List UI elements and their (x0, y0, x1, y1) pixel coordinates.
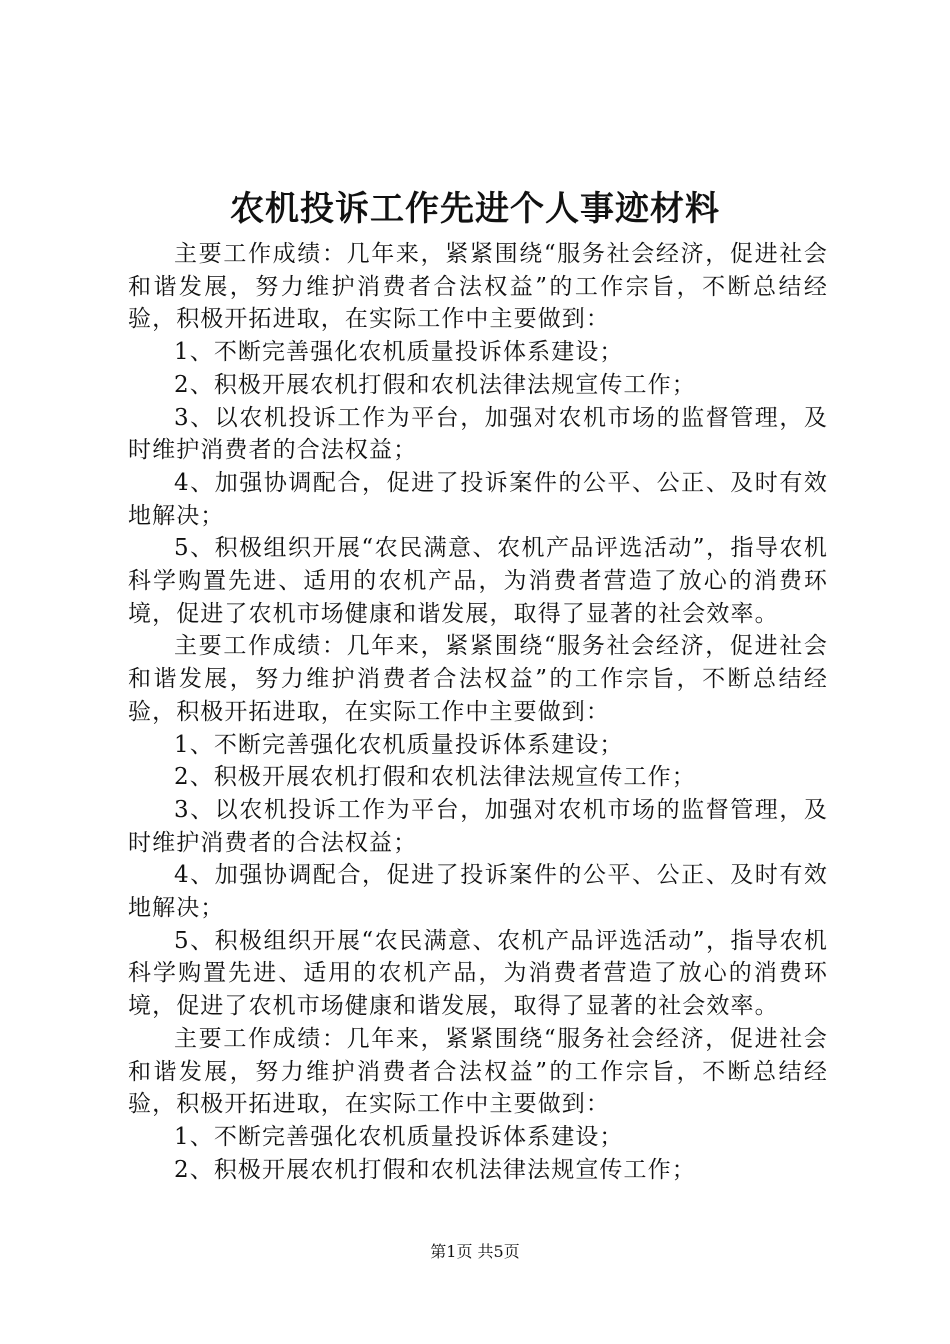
paragraph: 2、积极开展农机打假和农机法律法规宣传工作； (174, 371, 696, 398)
document-title: 农机投诉工作先进个人事迹材料 (230, 189, 720, 229)
paragraph: 3、以农机投诉工作为平台，加强对农机市场的监督管理，及时维护消费者的合法权益； (128, 796, 828, 856)
paragraph: 5、积极组织开展“农民满意、农机产品评选活动”，指导农机科学购置先进、适用的农机产品，为消费者营造了放心的消费环境，促进了农机市场健康和谐发展，取得了显著的社会效率。 (128, 927, 828, 1020)
paragraph: 2、积极开展农机打假和农机法律法规宣传工作； (174, 1156, 696, 1183)
paragraph: 主要工作成绩：几年来，紧紧围绕“服务社会经济，促进社会和谐发展，努力维护消费者合法权益”的工作宗旨，不断总结经验，积极开拓进取，在实际工作中主要做到： (128, 633, 828, 725)
paragraph: 主要工作成绩：几年来，紧紧围绕“服务社会经济，促进社会和谐发展，努力维护消费者合法权益”的工作宗旨，不断总结经验，积极开拓进取，在实际工作中主要做到： (128, 1025, 828, 1118)
paragraph: 主要工作成绩：几年来，紧紧围绕“服务社会经济，促进社会和谐发展，努力维护消费者合法权益”的工作宗旨，不断总结经验，积极开拓进取，在实际工作中主要做到： (128, 241, 828, 333)
document-body (128, 238, 828, 1186)
page-number-footer: 第1页 共5页 (430, 1242, 520, 1261)
paragraph: 4、加强协调配合，促进了投诉案件的公平、公正、及时有效地解决； (128, 469, 828, 529)
paragraph: 1、不断完善强化农机质量投诉体系建设； (174, 339, 624, 366)
paragraph: 1、不断完善强化农机质量投诉体系建设； (174, 731, 624, 758)
paragraph: 3、以农机投诉工作为平台，加强对农机市场的监督管理，及时维护消费者的合法权益； (128, 404, 828, 464)
paragraph: 1、不断完善强化农机质量投诉体系建设； (174, 1123, 624, 1150)
paragraph: 2、积极开展农机打假和农机法律法规宣传工作； (174, 764, 696, 791)
paragraph: 4、加强协调配合，促进了投诉案件的公平、公正、及时有效地解决； (128, 862, 828, 922)
paragraph: 5、积极组织开展“农民满意、农机产品评选活动”，指导农机科学购置先进、适用的农机产品，为消费者营造了放心的消费环境，促进了农机市场健康和谐发展，取得了显著的社会效率。 (128, 535, 828, 627)
